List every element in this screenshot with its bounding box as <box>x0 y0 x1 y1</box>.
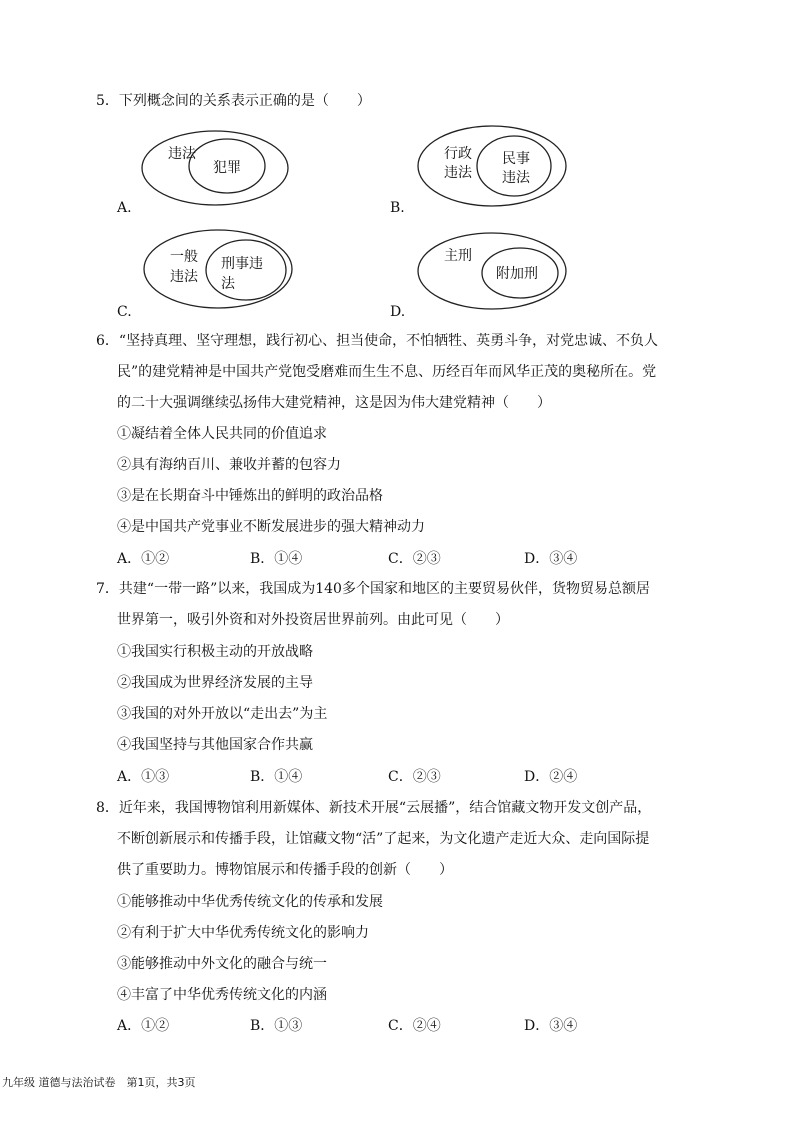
q5-option-d-label[interactable]: D. <box>390 304 406 320</box>
inner-label-1: 刑事违 <box>221 256 263 272</box>
outer-label-2: 违法 <box>444 165 472 181</box>
outer-label: 违法 <box>168 146 196 162</box>
q6-choice-a[interactable]: A．①② <box>117 551 170 567</box>
q8-stem-line-3: 供了重要助力。博物馆展示和传播手段的创新（ ） <box>117 862 453 878</box>
inner-label: 犯罪 <box>213 160 241 176</box>
q7-statement-3: ③我国的对外开放以“走出去”为主 <box>117 706 328 722</box>
q6-statement-3: ③是在长期奋斗中锤炼出的鲜明的政治品格 <box>117 488 383 504</box>
q6-choice-b[interactable]: B．①④ <box>250 551 303 567</box>
q6-choice-c[interactable]: C．②③ <box>388 551 441 567</box>
q8-choice-b[interactable]: B．①③ <box>250 1018 303 1034</box>
outer-label: 主刑 <box>444 248 472 264</box>
q8-statement-1: ①能够推动中华优秀传统文化的传承和发展 <box>117 894 383 910</box>
inner-label-2: 法 <box>221 276 235 292</box>
q8-statement-3: ③能够推动中外文化的融合与统一 <box>117 956 327 972</box>
outer-ellipse <box>418 233 566 309</box>
q8-choice-a[interactable]: A．①② <box>117 1018 170 1034</box>
q8-statement-4: ④丰富了中华优秀传统文化的内涵 <box>117 987 327 1003</box>
q6-stem-line-3: 的二十大强调继续弘扬伟大建党精神，这是因为伟大建党精神（ ） <box>117 395 551 411</box>
q5-diagram-c <box>142 228 294 314</box>
q6-statement-2: ②具有海纳百川、兼收并蓄的包容力 <box>117 457 341 473</box>
q5-stem: 5．下列概念间的关系表示正确的是（ ） <box>96 93 371 109</box>
inner-label-1: 民事 <box>502 151 530 167</box>
q6-stem-line-2: 民”的建党精神是中国共产党饱受磨难而生生不息、历经百年而风华正茂的奥秘所在。党 <box>117 364 657 380</box>
q8-stem-line-2: 不断创新展示和传播手段，让馆藏文物“活”了起来，为文化遗产走近大众、走向国际提 <box>117 831 650 847</box>
outer-ellipse <box>418 126 566 206</box>
inner-label-2: 违法 <box>502 170 530 186</box>
q7-stem-line-2: 世界第一，吸引外资和对外投资居世界前列。由此可见（ ） <box>117 612 509 628</box>
q7-statement-1: ①我国实行积极主动的开放战略 <box>117 644 313 660</box>
q7-choice-b[interactable]: B．①④ <box>250 769 303 785</box>
q7-stem-line-1: 7．共建“一带一路”以来，我国成为140多个国家和地区的主要贸易伙伴，货物贸易总额居 <box>96 581 650 597</box>
q8-choice-d[interactable]: D．③④ <box>524 1018 578 1034</box>
outer-label-1: 一般 <box>170 249 198 265</box>
q6-stem-line-1: 6．“坚持真理、坚守理想，践行初心、担当使命，不怕牺牲、英勇斗争，对党忠诚、不负人 <box>96 333 659 349</box>
outer-label-1: 行政 <box>444 146 472 162</box>
q5-option-b-label[interactable]: B. <box>390 200 405 216</box>
q8-choice-c[interactable]: C．②④ <box>388 1018 441 1034</box>
q7-choice-c[interactable]: C．②③ <box>388 769 441 785</box>
q7-statement-2: ②我国成为世界经济发展的主导 <box>117 675 313 691</box>
q6-statement-1: ①凝结着全体人民共同的价值追求 <box>117 426 327 442</box>
q5-diagram-b <box>416 124 568 212</box>
q5-diagram-a <box>140 128 290 212</box>
inner-label: 附加刑 <box>496 266 538 282</box>
q7-choice-a[interactable]: A．①③ <box>117 769 170 785</box>
q7-choice-d[interactable]: D．②④ <box>524 769 578 785</box>
page-footer: 九年级 道德与法治试卷 第1页，共3页 <box>2 1076 196 1089</box>
q6-choice-d[interactable]: D．③④ <box>524 551 578 567</box>
q5-option-c-label[interactable]: C. <box>117 304 132 320</box>
q6-statement-4: ④是中国共产党事业不断发展进步的强大精神动力 <box>117 519 425 535</box>
outer-ellipse <box>144 230 292 308</box>
q7-statement-4: ④我国坚持与其他国家合作共赢 <box>117 737 313 753</box>
q5-diagram-d <box>416 230 568 316</box>
q8-statement-2: ②有利于扩大中华优秀传统文化的影响力 <box>117 925 369 941</box>
outer-label-2: 违法 <box>170 269 198 285</box>
q8-stem-line-1: 8．近年来，我国博物馆利用新媒体、新技术开展“云展播”，结合馆藏文物开发文创产品， <box>96 800 652 816</box>
q5-option-a-label[interactable]: A. <box>117 200 132 216</box>
